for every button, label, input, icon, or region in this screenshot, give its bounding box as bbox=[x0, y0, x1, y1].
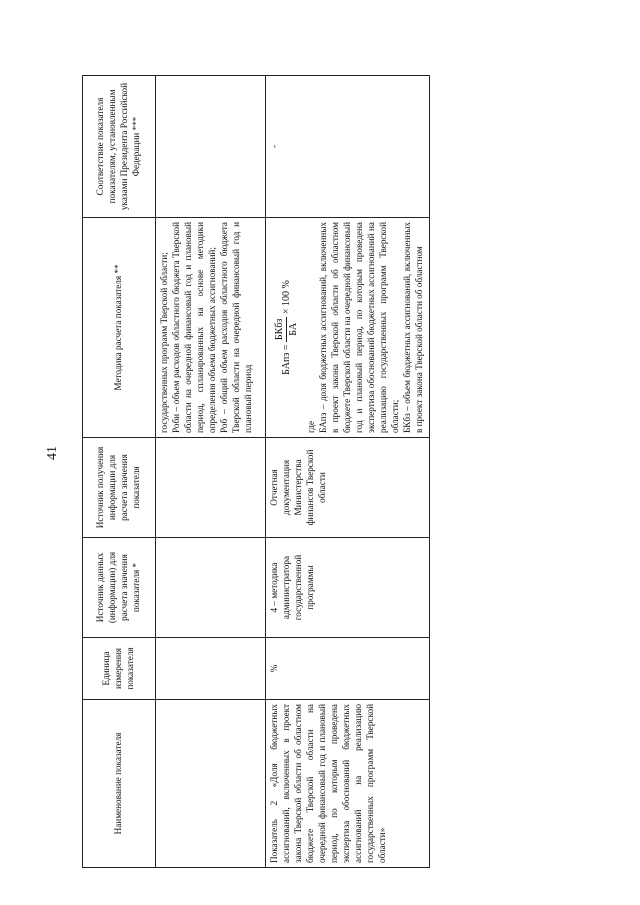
row2-method-line: БАпз – доля бюджетных ассигнований, включенных в проект закона Тверской области об областном бюджете Тверской области на очередной финансовый год и плановый период, по которым проведена экспертиза обоснований бюджетных ассигнований на реализацию государственных программ Тверской области; bbox=[317, 222, 400, 433]
formula-denominator: БА bbox=[288, 322, 299, 336]
formula-lhs: БАпз = bbox=[280, 344, 292, 375]
header-info-source: Источник получения информации для расчета значения показателя bbox=[83, 438, 156, 538]
row1-method-line: государственных программ Тверской области; bbox=[159, 252, 169, 433]
formula bbox=[273, 222, 300, 433]
row2-method-line: БКбз – объем бюджетных ассигнований, включенных в проект закона Тверской области об областном bbox=[401, 222, 424, 433]
row2-name: Показатель 2 «Доля бюджетных ассигнований, включенных в проект закона Тверской области об областном бюджете Тверской области на очередной финансовый год и плановый период, по которым проведена экспертиза обоснований бюджетных ассигнований на реализацию государственных программ Тверской области» bbox=[266, 700, 430, 868]
row2-method bbox=[266, 218, 430, 438]
formula-numerator: БКбз bbox=[274, 318, 285, 341]
rotated-page-content bbox=[82, 76, 602, 868]
header-data-source: Источник данных (информации) для расчета значения показателя * bbox=[83, 538, 156, 638]
row2-data-source: 4 – методика администратора государственной программы bbox=[266, 538, 430, 638]
row2-unit: % bbox=[266, 638, 430, 700]
row1-decree bbox=[156, 76, 266, 218]
indicator-table bbox=[82, 75, 430, 868]
row2-decree: - bbox=[266, 76, 430, 218]
row1-method-line: Роб – общий объем расходов областного бюджета Тверской области на очередной финансовый год и плановый период bbox=[218, 222, 253, 433]
header-decree-match: Соответствие показателя показателям, установленным указами Президента Российской Федерации *** bbox=[83, 76, 156, 218]
row1-unit bbox=[156, 638, 266, 700]
row1-method-line: Роби – объем расходов областного бюджета Тверской области на очередной финансовый год и плановый период, спланированных на основе методики определения объема бюджетных ассигнований; bbox=[170, 222, 217, 433]
header-method: Методика расчета показателя ** bbox=[83, 218, 156, 438]
header-indicator-name: Наименование показателя bbox=[83, 700, 156, 868]
header-unit: Единица измерения показателя bbox=[83, 638, 156, 700]
formula-multiplier: × 100 % bbox=[280, 280, 292, 315]
table-header-row bbox=[83, 76, 156, 868]
row1-name bbox=[156, 700, 266, 868]
table-row bbox=[266, 76, 430, 868]
row1-info-source bbox=[156, 438, 266, 538]
row2-info-source: Отчетная документация Министерства финансов Тверской области bbox=[266, 438, 430, 538]
row1-method bbox=[156, 218, 266, 438]
formula-fraction bbox=[273, 317, 300, 342]
page-number: 41 bbox=[45, 446, 60, 460]
table-row bbox=[156, 76, 266, 868]
formula-where: где bbox=[306, 420, 316, 433]
row1-data-source bbox=[156, 538, 266, 638]
